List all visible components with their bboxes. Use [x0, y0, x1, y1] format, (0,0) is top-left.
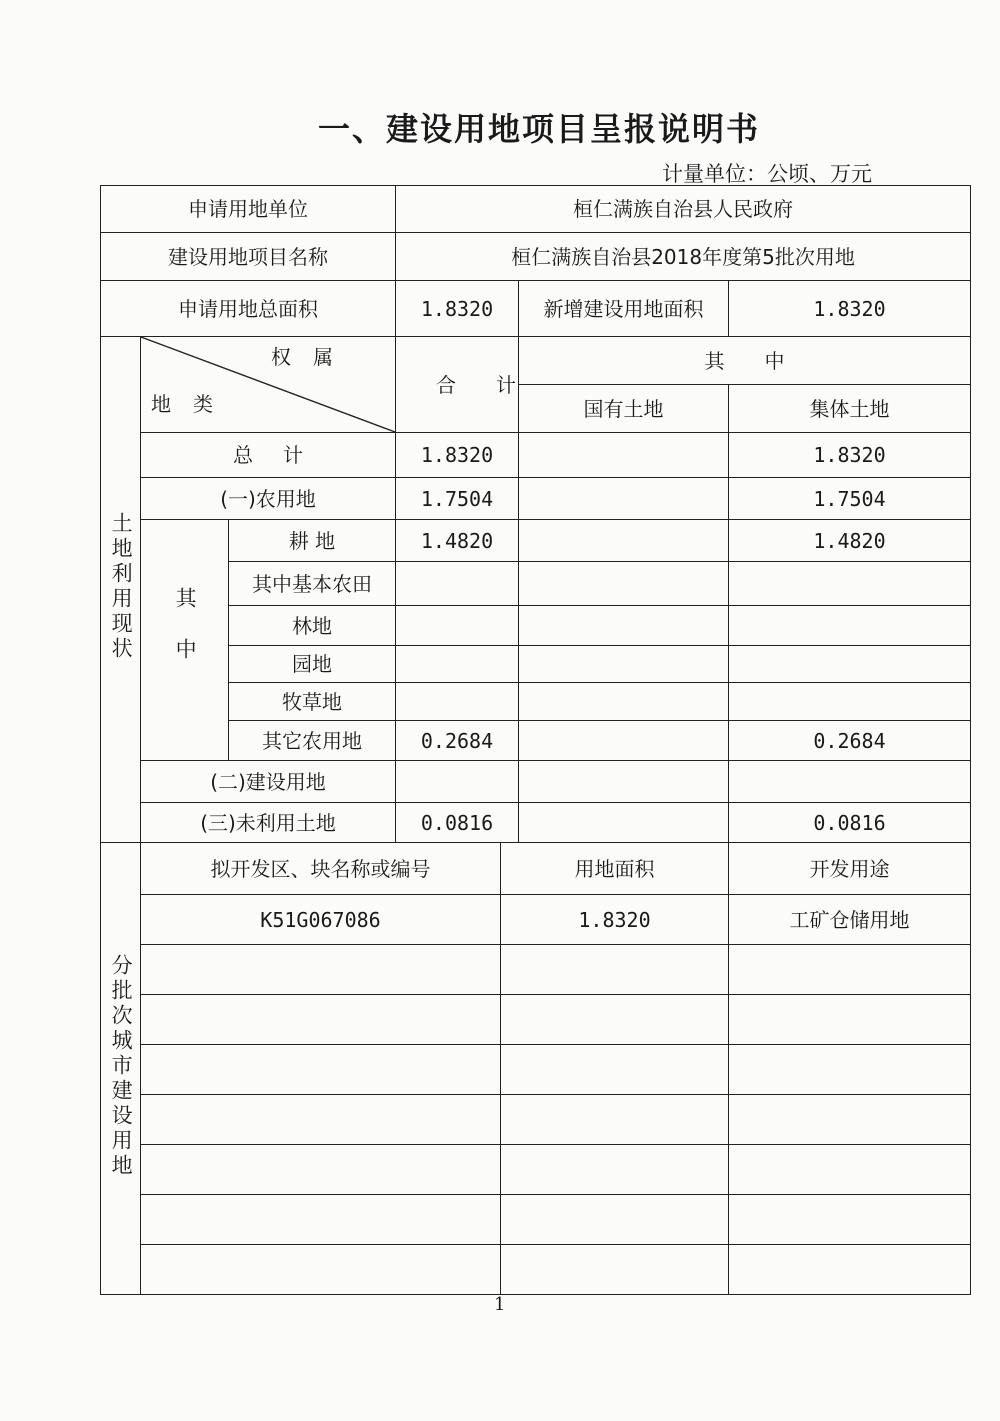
block-code	[141, 1195, 501, 1245]
table-row	[101, 520, 971, 562]
row-state-owned	[519, 721, 729, 761]
row-collective	[729, 683, 971, 721]
row-label: (一)农用地	[141, 478, 396, 520]
row-collective: 0.2684	[729, 721, 971, 761]
area-header: 用地面积	[501, 843, 729, 895]
row-label: 耕 地	[229, 520, 396, 562]
table-row	[101, 562, 971, 606]
applicant-label: 申请用地单位	[101, 186, 396, 233]
row-collective	[729, 646, 971, 683]
project-label: 建设用地项目名称	[101, 233, 396, 281]
row-total	[396, 761, 519, 803]
row-state-owned	[519, 562, 729, 606]
batch-row	[101, 1145, 971, 1195]
row-total	[396, 562, 519, 606]
row-collective: 0.0816	[729, 803, 971, 843]
block-use: 工矿仓储用地	[729, 895, 971, 945]
project-row	[101, 233, 971, 281]
block-use	[729, 1195, 971, 1245]
row-total	[396, 683, 519, 721]
batch-row	[101, 1195, 971, 1245]
row-state-owned	[519, 520, 729, 562]
row-label: 总计	[141, 433, 396, 478]
ownership-label: 权属	[271, 345, 356, 369]
row-label: 园地	[229, 646, 396, 683]
row-total: 1.4820	[396, 520, 519, 562]
use-header: 开发用途	[729, 843, 971, 895]
table-row	[101, 478, 971, 520]
row-state-owned	[519, 606, 729, 646]
table-row	[101, 761, 971, 803]
row-label: 牧草地	[229, 683, 396, 721]
block-use	[729, 1045, 971, 1095]
of-which-side-cell	[141, 520, 229, 761]
row-label: (三)未利用土地	[141, 803, 396, 843]
batch-row	[101, 1245, 971, 1295]
block-code: K51G067086	[141, 895, 501, 945]
block-code	[141, 995, 501, 1045]
row-collective	[729, 761, 971, 803]
batch-row	[101, 895, 971, 945]
block-area	[501, 1095, 729, 1145]
land-application-form	[100, 185, 971, 1295]
total-area-label: 申请用地总面积	[101, 281, 396, 337]
block-area	[501, 1145, 729, 1195]
block-use	[729, 995, 971, 1045]
batch-row	[101, 1095, 971, 1145]
batch-section-cell	[101, 843, 141, 1295]
table-row	[101, 683, 971, 721]
row-total	[396, 606, 519, 646]
row-label: 林地	[229, 606, 396, 646]
block-area	[501, 1195, 729, 1245]
land-use-section-label: 土地利用现状	[109, 512, 134, 662]
row-label: 其它农用地	[229, 721, 396, 761]
table-row	[101, 433, 971, 478]
block-code	[141, 1245, 501, 1295]
block-header: 拟开发区、块名称或编号	[141, 843, 501, 895]
diagonal-divider	[141, 337, 395, 432]
table-row	[101, 721, 971, 761]
row-total: 0.0816	[396, 803, 519, 843]
project-value: 桓仁满族自治县2018年度第5批次用地	[396, 233, 971, 281]
block-use	[729, 1095, 971, 1145]
area-row	[101, 281, 971, 337]
block-use	[729, 1145, 971, 1195]
ownership-landtype-header	[141, 337, 396, 433]
row-state-owned	[519, 683, 729, 721]
block-area	[501, 945, 729, 995]
new-area-value: 1.8320	[729, 281, 971, 337]
measurement-unit: 计量单位：公顷、万元	[662, 162, 872, 186]
row-state-owned	[519, 803, 729, 843]
row-collective: 1.8320	[729, 433, 971, 478]
block-area: 1.8320	[501, 895, 729, 945]
row-collective: 1.4820	[729, 520, 971, 562]
of-which-header: 其中	[519, 337, 971, 385]
table-row	[101, 803, 971, 843]
row-total: 0.2684	[396, 721, 519, 761]
block-use	[729, 1245, 971, 1295]
block-area	[501, 995, 729, 1045]
of-which-side-label: 其中	[173, 586, 198, 689]
block-code	[141, 945, 501, 995]
row-collective	[729, 562, 971, 606]
row-total: 1.8320	[396, 433, 519, 478]
batch-row	[101, 945, 971, 995]
row-label: (二)建设用地	[141, 761, 396, 803]
total-column-header: 合计	[396, 337, 519, 433]
applicant-value: 桓仁满族自治县人民政府	[396, 186, 971, 233]
applicant-row	[101, 186, 971, 233]
row-state-owned	[519, 478, 729, 520]
block-area	[501, 1045, 729, 1095]
page-number: 1	[494, 1294, 506, 1315]
row-total: 1.7504	[396, 478, 519, 520]
state-owned-header: 国有土地	[519, 385, 729, 433]
row-collective	[729, 606, 971, 646]
batch-header-row	[101, 843, 971, 895]
batch-section-label: 分批次城市建设用地	[109, 953, 134, 1179]
block-code	[141, 1145, 501, 1195]
row-state-owned	[519, 646, 729, 683]
land-use-section-cell	[101, 337, 141, 843]
batch-row	[101, 995, 971, 1045]
table-row	[101, 606, 971, 646]
collective-header: 集体土地	[729, 385, 971, 433]
row-state-owned	[519, 433, 729, 478]
batch-row	[101, 1045, 971, 1095]
total-area-value: 1.8320	[396, 281, 519, 337]
page-title: 一、建设用地项目呈报说明书	[318, 110, 761, 148]
row-collective: 1.7504	[729, 478, 971, 520]
block-code	[141, 1045, 501, 1095]
row-label: 其中基本农田	[229, 562, 396, 606]
row-total	[396, 646, 519, 683]
land-use-header-row	[101, 337, 971, 385]
table-row	[101, 646, 971, 683]
block-area	[501, 1245, 729, 1295]
block-code	[141, 1095, 501, 1145]
block-use	[729, 945, 971, 995]
row-state-owned	[519, 761, 729, 803]
land-type-label: 地类	[151, 392, 235, 416]
new-area-label: 新增建设用地面积	[519, 281, 729, 337]
